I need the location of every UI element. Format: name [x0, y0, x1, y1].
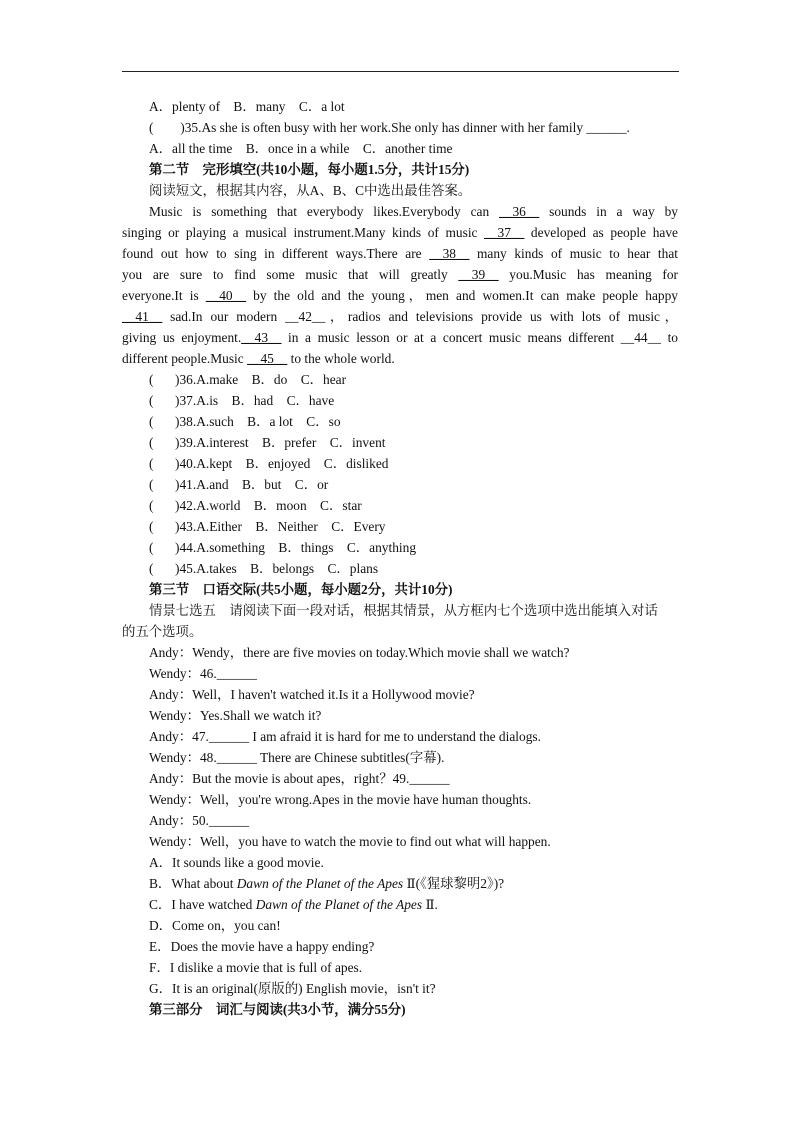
q35-question: ( )35.As she is often busy with her work.She only has dinner with her family ______. [149, 120, 630, 135]
part3-title: 第三部分 词汇与阅读(共3小节，满分55分) [149, 1002, 406, 1017]
option-c: C．I have watched Dawn of the Planet of the Apes Ⅱ. [149, 897, 438, 912]
option-f: F．I dislike a movie that is full of apes. [149, 960, 363, 975]
option-e: E．Does the movie have a happy ending? [149, 939, 375, 954]
question-item: ( )42.A.world B．moon C．star [149, 498, 362, 513]
q35-options: A．all the time B．once in a while C．another time [149, 141, 453, 156]
question-item: ( )43.A.Either B．Neither C．Every [149, 519, 386, 534]
passage-line: everyone.It is __40__ by the old and the young，men and women.It can make people happy [122, 288, 678, 303]
option-b: B．What about Dawn of the Planet of the Apes Ⅱ(《猩球黎明2》)? [149, 876, 505, 891]
passage-line: different people.Music __45__ to the whole world. [122, 351, 395, 366]
dialog-line: Wendy：48.______ There are Chinese subtitles(字幕). [149, 750, 445, 765]
dialog-line: Andy：47.______ I am afraid it is hard for me to understand the dialogs. [149, 729, 541, 744]
question-item: ( )36.A.make B．do C．hear [149, 372, 347, 387]
question-item: ( )40.A.kept B．enjoyed C．disliked [149, 456, 389, 471]
dialog-line: Andy：Wendy，there are five movies on today.Which movie shall we watch? [149, 645, 570, 660]
option-a: A．It sounds like a good movie. [149, 855, 324, 870]
section2-instruction: 阅读短文，根据其内容，从A、B、C中选出最佳答案。 [149, 183, 472, 198]
passage-line: Music is something that everybody likes.Everybody can __36__ sounds in a way by [149, 204, 678, 219]
passage-line: found out how to sing in different ways.There are __38__ many kinds of music to hear that [122, 246, 678, 261]
dialog-line: Wendy：46.______ [149, 666, 257, 681]
section2-title: 第二节 完形填空(共10小题，每小题1.5分，共计15分) [149, 162, 470, 177]
passage-line: __41__ sad.In our modern __42__，radios and televisions provide us with lots of music， [122, 309, 678, 324]
option-g: G．It is an original(原版的) English movie，isn't it? [149, 981, 436, 996]
passage-line: you are sure to find some music that will greatly __39__ you.Music has meaning for [122, 267, 678, 282]
dialog-options [122, 852, 678, 999]
question-item: ( )38.A.such B．a lot C．so [149, 414, 341, 429]
dialog-line: Wendy：Well，you have to watch the movie to find out what will happen. [149, 834, 551, 849]
passage-line: singing or playing a musical instrument.Many kinds of music __37__ developed as people have [122, 225, 678, 240]
section3-instruction-cont: 的五个选项。 [122, 624, 203, 639]
section3-title: 第三节 口语交际(共5小题，每小题2分，共计10分) [149, 582, 453, 597]
dialog-line: Andy：Well，I haven't watched it.Is it a Hollywood movie? [149, 687, 475, 702]
passage-line: giving us enjoyment.__43__ in a music lesson or at a concert music means different __44__ to [122, 330, 678, 345]
question-item: ( )41.A.and B．but C．or [149, 477, 329, 492]
dialog-line: Wendy：Yes.Shall we watch it? [149, 708, 322, 723]
question-item: ( )45.A.takes B．belongs C．plans [149, 561, 379, 576]
question-item: ( )37.A.is B．had C．have [149, 393, 335, 408]
option-d: D．Come on，you can! [149, 918, 281, 933]
question-item: ( )39.A.interest B．prefer C．invent [149, 435, 386, 450]
dialog-line: Wendy：Well，you're wrong.Apes in the movie have human thoughts. [149, 792, 532, 807]
q34-options: A．plenty of B．many C．a lot [149, 99, 345, 114]
cloze-questions [122, 369, 678, 579]
document-page [122, 96, 678, 1020]
cloze-passage [122, 201, 678, 369]
dialog-line: Andy：But the movie is about apes，right？49.______ [149, 771, 450, 786]
section3-instruction: 情景七选五 请阅读下面一段对话，根据其情景，从方框内七个选项中选出能填入对话 [149, 603, 658, 618]
header-rule [122, 71, 679, 72]
dialog [122, 642, 678, 852]
question-item: ( )44.A.something B．things C．anything [149, 540, 417, 555]
dialog-line: Andy：50.______ [149, 813, 250, 828]
